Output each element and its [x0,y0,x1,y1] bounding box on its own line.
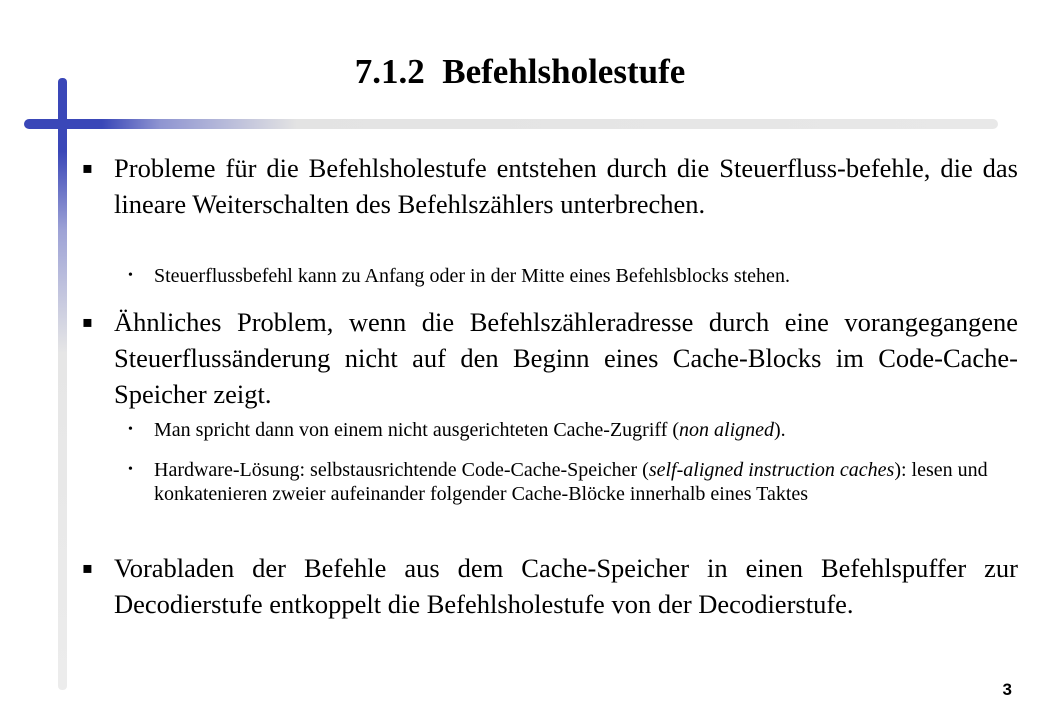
page-number: 3 [1002,680,1012,699]
square-bullet-icon: ▪ [82,558,93,577]
horizontal-accent-line [24,119,998,129]
sub-text-italic: self-aligned instruction caches [648,459,895,481]
square-bullet-icon: ▪ [82,158,93,177]
sub-text-normal: Man spricht dann von einem nicht ausgerichteten Cache-Zugriff ( [154,419,680,441]
vertical-accent-line [58,78,67,690]
sub-text-normal: Hardware-Lösung: selbstausrichtende Code-Cache-Speicher ( [154,459,649,481]
bullet-2-sub-1 [118,418,1018,442]
square-bullet-icon: ▪ [82,312,93,331]
bullet-2-sub-2 [118,458,1018,506]
bullet-2 [78,304,1018,412]
bullet-2-sub-2-text [154,458,1018,506]
bullet-1-sub-1 [118,264,1018,288]
sub-text-normal: ). [774,419,786,441]
sub-text-normal: ): lesen und konkatenieren zweier aufeinander folgender Cache-Blöcke innerhalb eines Taktes [154,459,988,505]
dot-bullet-icon: • [128,422,133,437]
bullet-3 [78,550,1018,622]
dot-bullet-icon: • [128,268,133,283]
bullet-1-text: Probleme für die Befehlsholestufe entstehen durch die Steuerfluss-befehle, die das lineare Weiterschalten des Befehlszählers unterbrechen. [114,153,1018,219]
bullet-1 [78,150,1018,222]
bullet-3-text: Vorabladen der Befehle aus dem Cache-Speicher in einen Befehlspuffer zur Decodierstufe entkoppelt die Befehlsholestufe von der Decodierstufe. [114,553,1018,619]
bullet-2-sub-1-text [154,418,1018,442]
dot-bullet-icon: • [128,462,133,477]
sub-text-italic: non aligned [679,419,775,441]
bullet-2-text: Ähnliches Problem, wenn die Befehlszähleradresse durch eine vorangegangene Steuerflussänderung nicht auf den Beginn eines Cache-Blocks im Code-Cache-Speicher zeigt. [114,307,1018,409]
slide-title: 7.1.2 Befehlsholestufe [354,52,686,91]
bullet-1-sub-1-text: Steuerflussbefehl kann zu Anfang oder in der Mitte eines Befehlsblocks stehen. [154,265,790,287]
